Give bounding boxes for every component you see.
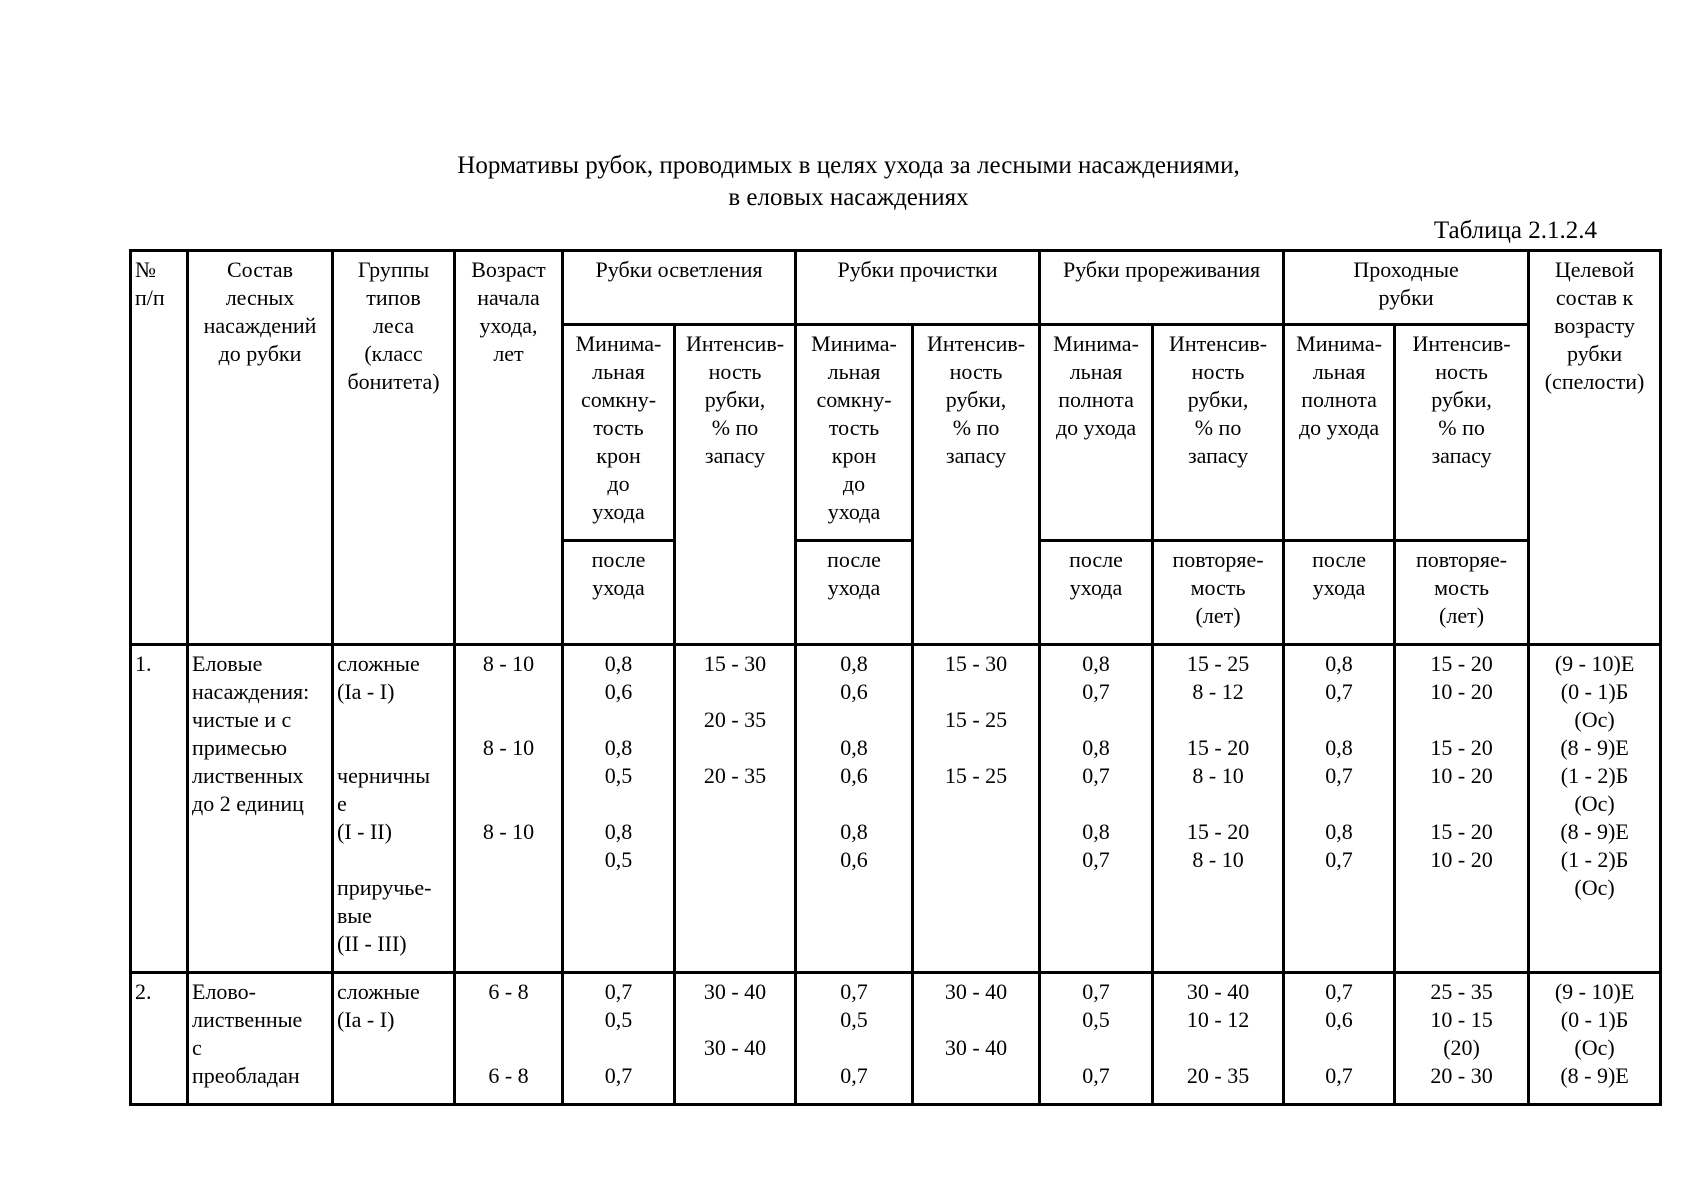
header-prorezh-after: после ухода (1040, 541, 1153, 645)
cell-osv-intens: 15 - 30 20 - 35 20 - 35 (675, 645, 796, 973)
header-proch-min: Минима- льная сомкну- тость крон до ухода (796, 325, 913, 541)
cell-prorezh-intens: 15 - 25 8 - 12 15 - 20 8 - 10 15 - 20 8 - 10 (1153, 645, 1284, 973)
header-proch-intens: Интенсив- ность рубки, % по запасу (913, 325, 1040, 645)
header-no: № п/п (131, 251, 188, 645)
header-row-1 (131, 251, 1661, 325)
cell-proch-min: 0,7 0,5 0,7 (796, 973, 913, 1105)
header-osv-intens: Интенсив- ность рубки, % по запасу (675, 325, 796, 645)
header-prorezhivanie: Рубки прореживания (1040, 251, 1284, 325)
title-line-1: Нормативы рубок, проводимых в целях ухода за лесными насаждениями, (457, 152, 1240, 179)
cell-prorezh-intens: 30 - 40 10 - 12 20 - 35 (1153, 973, 1284, 1105)
header-age: Возраст начала ухода, лет (455, 251, 563, 645)
header-prochistka: Рубки прочистки (796, 251, 1040, 325)
cell-prohod-intens: 15 - 20 10 - 20 15 - 20 10 - 20 15 - 20 10 - 20 (1395, 645, 1529, 973)
header-prorezh-min: Минима- льная полнота до ухода (1040, 325, 1153, 541)
cell-target: (9 - 10)Е (0 - 1)Б (Ос) (8 - 9)Е (1 - 2)Б (Ос) (8 - 9)Е (1 - 2)Б (Ос) (1529, 645, 1661, 973)
header-prohod-min: Минима- льная полнота до ухода (1284, 325, 1395, 541)
title-line-2: в еловых насаждениях (728, 184, 969, 211)
header-osv-after: после ухода (563, 541, 675, 645)
header-osvetlenie: Рубки осветления (563, 251, 796, 325)
header-prorezh-repeat: повторяе- мость (лет) (1153, 541, 1284, 645)
header-target: Целевой состав к возрасту рубки (спелости) (1529, 251, 1661, 645)
cell-osv-min: 0,7 0,5 0,7 (563, 973, 675, 1105)
table-row (131, 973, 1661, 1105)
header-proch-after: после ухода (796, 541, 913, 645)
header-groups: Группы типов леса (класс бонитета) (333, 251, 455, 645)
cell-age: 8 - 10 8 - 10 8 - 10 (455, 645, 563, 973)
cell-proch-min: 0,8 0,6 0,8 0,6 0,8 0,6 (796, 645, 913, 973)
cell-groups: сложные (Iа - I) (333, 973, 455, 1105)
cell-prorezh-min: 0,8 0,7 0,8 0,7 0,8 0,7 (1040, 645, 1153, 973)
norms-table (129, 249, 1662, 1106)
cell-age: 6 - 8 6 - 8 (455, 973, 563, 1105)
cell-composition: Еловые насаждения: чистые и с примесью лиственных до 2 единиц (188, 645, 333, 973)
header-osv-min: Минима- льная сомкну- тость крон до ухода (563, 325, 675, 541)
cell-groups: сложные (Iа - I) черничны е (I - II) приручье- вые (II - III) (333, 645, 455, 973)
cell-osv-intens: 30 - 40 30 - 40 (675, 973, 796, 1105)
cell-prohod-intens: 25 - 35 10 - 15 (20) 20 - 30 (1395, 973, 1529, 1105)
cell-proch-intens: 15 - 30 15 - 25 15 - 25 (913, 645, 1040, 973)
table-row (131, 645, 1661, 973)
cell-prohod-min: 0,7 0,6 0,7 (1284, 973, 1395, 1105)
cell-no: 2. (131, 973, 188, 1105)
cell-prorezh-min: 0,7 0,5 0,7 (1040, 973, 1153, 1105)
cell-no: 1. (131, 645, 188, 973)
table-number: Таблица 2.1.2.4 (1433, 217, 1597, 244)
header-prohod-after: после ухода (1284, 541, 1395, 645)
header-prohod-intens: Интенсив- ность рубки, % по запасу (1395, 325, 1529, 541)
cell-osv-min: 0,8 0,6 0,8 0,5 0,8 0,5 (563, 645, 675, 973)
cell-target: (9 - 10)Е (0 - 1)Б (Ос) (8 - 9)Е (1529, 973, 1661, 1105)
cell-composition: Елово- лиственные с преобладан (188, 973, 333, 1105)
header-prohodnye: Проходные рубки (1284, 251, 1529, 325)
header-prorezh-intens: Интенсив- ность рубки, % по запасу (1153, 325, 1284, 541)
header-prohod-repeat: повторяе- мость (лет) (1395, 541, 1529, 645)
cell-proch-intens: 30 - 40 30 - 40 (913, 973, 1040, 1105)
header-composition: Состав лесных насаждений до рубки (188, 251, 333, 645)
cell-prohod-min: 0,8 0,7 0,8 0,7 0,8 0,7 (1284, 645, 1395, 973)
